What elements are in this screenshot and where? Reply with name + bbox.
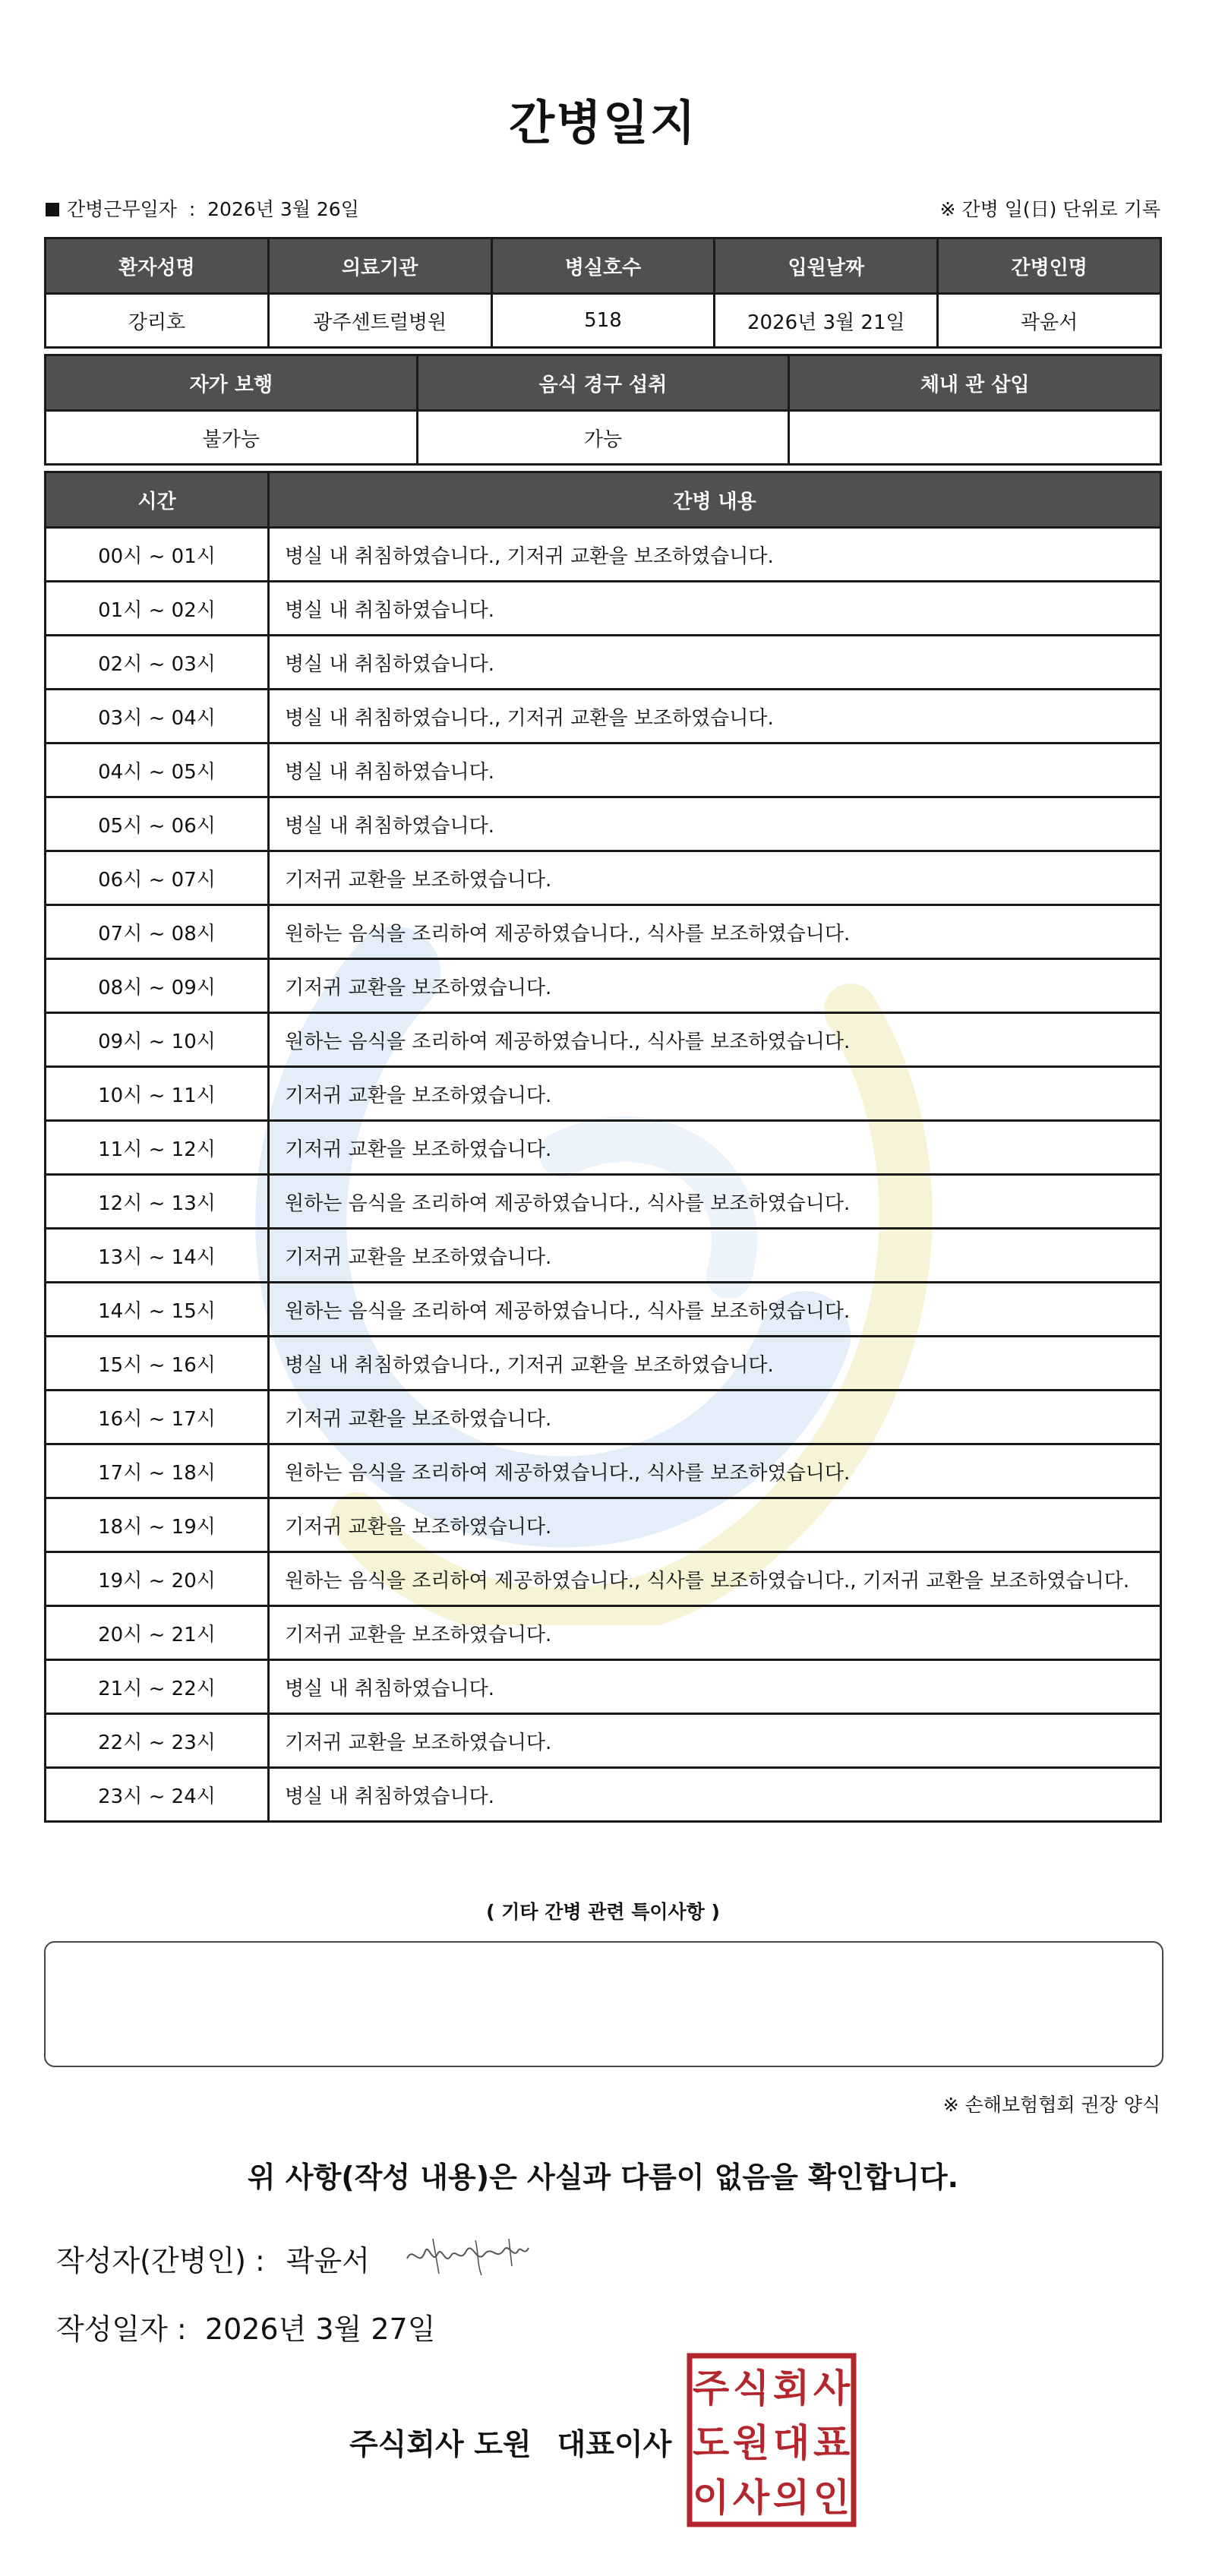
care-log-content: 기저귀 교환을 보조하였습니다.	[269, 1498, 1161, 1552]
seal-glyph: 의	[772, 2476, 810, 2520]
record-unit-note: ※ 간병 일(日) 단위로 기록	[939, 198, 1160, 220]
care-log-content: 기저귀 교환을 보조하였습니다.	[269, 1391, 1161, 1444]
care-log-content: 기저귀 교환을 보조하였습니다.	[269, 1606, 1161, 1660]
seal-glyph: 표	[813, 2421, 851, 2465]
seal-glyph: 인	[813, 2476, 851, 2520]
notes-title: ( 기타 간병 관련 특이사항 )	[486, 1901, 720, 1923]
care-log-row	[46, 1768, 1161, 1822]
care-log-row	[46, 905, 1161, 959]
care-log-time: 06시 ~ 07시	[46, 851, 269, 905]
write-date-label: 작성일자 :	[56, 2312, 187, 2346]
care-log-time: 02시 ~ 03시	[46, 636, 269, 690]
care-log-row	[46, 1121, 1161, 1175]
care-log-row	[46, 528, 1161, 582]
care-log-time: 04시 ~ 05시	[46, 743, 269, 797]
self-walking-value: 불가능	[46, 411, 418, 465]
company-name: 주식회사 도원	[349, 2428, 532, 2462]
representative-label: 대표이사	[557, 2428, 672, 2462]
confirm-statement: 위 사항(작성 내용)은 사실과 다름이 없음을 확인합니다.	[247, 2161, 959, 2194]
care-log-content: 병실 내 취침하였습니다.	[269, 582, 1161, 636]
care-log-time: 17시 ~ 18시	[46, 1444, 269, 1498]
care-log-time: 11시 ~ 12시	[46, 1121, 269, 1175]
care-log-time: 23시 ~ 24시	[46, 1768, 269, 1822]
seal-glyph: 도	[692, 2421, 730, 2465]
care-log-row	[46, 1337, 1161, 1391]
hospital-name: 광주센트럴병원	[268, 294, 491, 348]
recommend-note: ※ 손해보험협회 권장 양식	[942, 2094, 1160, 2116]
care-log-time: 16시 ~ 17시	[46, 1391, 269, 1444]
writer-name: 곽윤서	[286, 2244, 370, 2278]
seal-glyph: 원	[732, 2421, 770, 2465]
care-log-header-row	[46, 472, 1161, 528]
care-log-content: 원하는 음식을 조리하여 제공하였습니다., 식사를 보조하였습니다., 기저귀 교환을 보조하였습니다.	[269, 1552, 1161, 1606]
care-log-row	[46, 636, 1161, 690]
page-title: 간병일지	[509, 95, 697, 150]
care-log-time: 12시 ~ 13시	[46, 1175, 269, 1229]
header-tube-insertion: 체내 관 삽입	[789, 355, 1161, 411]
care-log-content: 병실 내 취침하였습니다.	[269, 797, 1161, 851]
special-notes-box	[44, 1941, 1163, 2067]
care-log-time: 05시 ~ 06시	[46, 797, 269, 851]
room-number: 518	[491, 294, 715, 348]
care-log-time: 19시 ~ 20시	[46, 1552, 269, 1606]
care-log-content: 병실 내 취침하였습니다., 기저귀 교환을 보조하였습니다.	[269, 690, 1161, 743]
care-log-body	[46, 528, 1161, 1822]
care-log-content: 원하는 음식을 조리하여 제공하였습니다., 식사를 보조하였습니다.	[269, 1444, 1161, 1498]
seal-glyph: 식	[732, 2366, 770, 2410]
seal-glyph: 사	[813, 2366, 851, 2410]
care-log-content: 기저귀 교환을 보조하였습니다.	[269, 1121, 1161, 1175]
writer-line	[56, 2237, 370, 2279]
care-log-row	[46, 1660, 1161, 1714]
header-caregiver-name: 간병인명	[938, 238, 1161, 294]
care-log-content: 기저귀 교환을 보조하였습니다.	[269, 1714, 1161, 1768]
care-log-row	[46, 1391, 1161, 1444]
care-log-content: 원하는 음식을 조리하여 제공하였습니다., 식사를 보조하였습니다.	[269, 905, 1161, 959]
care-log-row	[46, 1498, 1161, 1552]
header-hospital: 의료기관	[268, 238, 491, 294]
seal-glyph: 대	[772, 2421, 810, 2465]
header-patient-name: 환자성명	[46, 238, 269, 294]
patient-value-row	[46, 294, 1161, 348]
care-log-content: 병실 내 취침하였습니다.	[269, 636, 1161, 690]
care-log-time: 14시 ~ 15시	[46, 1283, 269, 1337]
care-log-time: 07시 ~ 08시	[46, 905, 269, 959]
work-date-line	[46, 194, 359, 222]
care-log-time: 20시 ~ 21시	[46, 1606, 269, 1660]
seal-glyph: 이	[692, 2476, 730, 2520]
care-log-content: 병실 내 취침하였습니다., 기저귀 교환을 보조하였습니다.	[269, 528, 1161, 582]
patient-info-table	[44, 237, 1162, 349]
care-log-row	[46, 1067, 1161, 1121]
care-log-time: 09시 ~ 10시	[46, 1013, 269, 1067]
patient-header-row	[46, 238, 1161, 294]
work-date-value: 2026년 3월 26일	[207, 198, 359, 220]
care-log-time: 01시 ~ 02시	[46, 582, 269, 636]
header-admission-date: 입원날짜	[715, 238, 938, 294]
oral-intake-value: 가능	[417, 411, 789, 465]
header-room-number: 병실호수	[491, 238, 715, 294]
header-time: 시간	[46, 472, 269, 528]
care-log-content: 병실 내 취침하였습니다.	[269, 743, 1161, 797]
care-log-time: 00시 ~ 01시	[46, 528, 269, 582]
care-log-row	[46, 851, 1161, 905]
care-log-row	[46, 1714, 1161, 1768]
seal-glyph: 주	[692, 2366, 730, 2410]
care-log-row	[46, 1606, 1161, 1660]
care-log-row	[46, 1552, 1161, 1606]
care-log-time: 18시 ~ 19시	[46, 1498, 269, 1552]
care-log-content: 원하는 음식을 조리하여 제공하였습니다., 식사를 보조하였습니다.	[269, 1013, 1161, 1067]
care-log-content: 기저귀 교환을 보조하였습니다.	[269, 851, 1161, 905]
care-log-time: 15시 ~ 16시	[46, 1337, 269, 1391]
care-log-time: 03시 ~ 04시	[46, 690, 269, 743]
company-signature-line	[349, 2421, 671, 2464]
care-log-content: 병실 내 취침하였습니다., 기저귀 교환을 보조하였습니다.	[269, 1337, 1161, 1391]
care-log-row	[46, 1013, 1161, 1067]
care-log-row	[46, 1229, 1161, 1283]
care-log-row	[46, 582, 1161, 636]
care-log-time: 22시 ~ 23시	[46, 1714, 269, 1768]
care-log-content: 기저귀 교환을 보조하였습니다.	[269, 1229, 1161, 1283]
care-log-content: 원하는 음식을 조리하여 제공하였습니다., 식사를 보조하였습니다.	[269, 1175, 1161, 1229]
status-value-row	[46, 411, 1161, 465]
care-log-content: 병실 내 취침하였습니다.	[269, 1768, 1161, 1822]
tube-insertion-value	[789, 411, 1161, 465]
care-log-row	[46, 797, 1161, 851]
care-log-row	[46, 690, 1161, 743]
patient-name: 강리호	[46, 294, 269, 348]
write-date-line	[56, 2306, 435, 2347]
care-log-row	[46, 959, 1161, 1013]
care-log-content: 기저귀 교환을 보조하였습니다.	[269, 959, 1161, 1013]
care-log-row	[46, 1283, 1161, 1337]
care-log-time: 08시 ~ 09시	[46, 959, 269, 1013]
admission-date: 2026년 3월 21일	[715, 294, 938, 348]
header-oral-intake: 음식 경구 섭취	[417, 355, 789, 411]
patient-status-table	[44, 354, 1162, 466]
care-log-time: 10시 ~ 11시	[46, 1067, 269, 1121]
care-log-time: 13시 ~ 14시	[46, 1229, 269, 1283]
header-care-content: 간병 내용	[269, 472, 1161, 528]
black-square-icon	[46, 203, 59, 216]
seal-glyph: 회	[772, 2366, 810, 2410]
care-log-row	[46, 1175, 1161, 1229]
care-log-content: 기저귀 교환을 보조하였습니다.	[269, 1067, 1161, 1121]
status-header-row	[46, 355, 1161, 411]
seal-glyph: 사	[732, 2476, 770, 2520]
caregiver-name: 곽윤서	[938, 294, 1161, 348]
writer-label: 작성자(간병인) :	[56, 2244, 265, 2278]
work-date-separator: :	[188, 198, 196, 220]
header-self-walking: 자가 보행	[46, 355, 418, 411]
care-log-time: 21시 ~ 22시	[46, 1660, 269, 1714]
company-seal	[687, 2353, 857, 2527]
care-log-row	[46, 1444, 1161, 1498]
handwritten-signature	[403, 2228, 532, 2283]
care-log-content: 병실 내 취침하였습니다.	[269, 1660, 1161, 1714]
care-log-content: 원하는 음식을 조리하여 제공하였습니다., 식사를 보조하였습니다.	[269, 1283, 1161, 1337]
care-log-row	[46, 743, 1161, 797]
write-date-value: 2026년 3월 27일	[204, 2312, 436, 2346]
care-log-table	[44, 471, 1162, 1823]
work-date-label: 간병근무일자	[67, 198, 177, 220]
